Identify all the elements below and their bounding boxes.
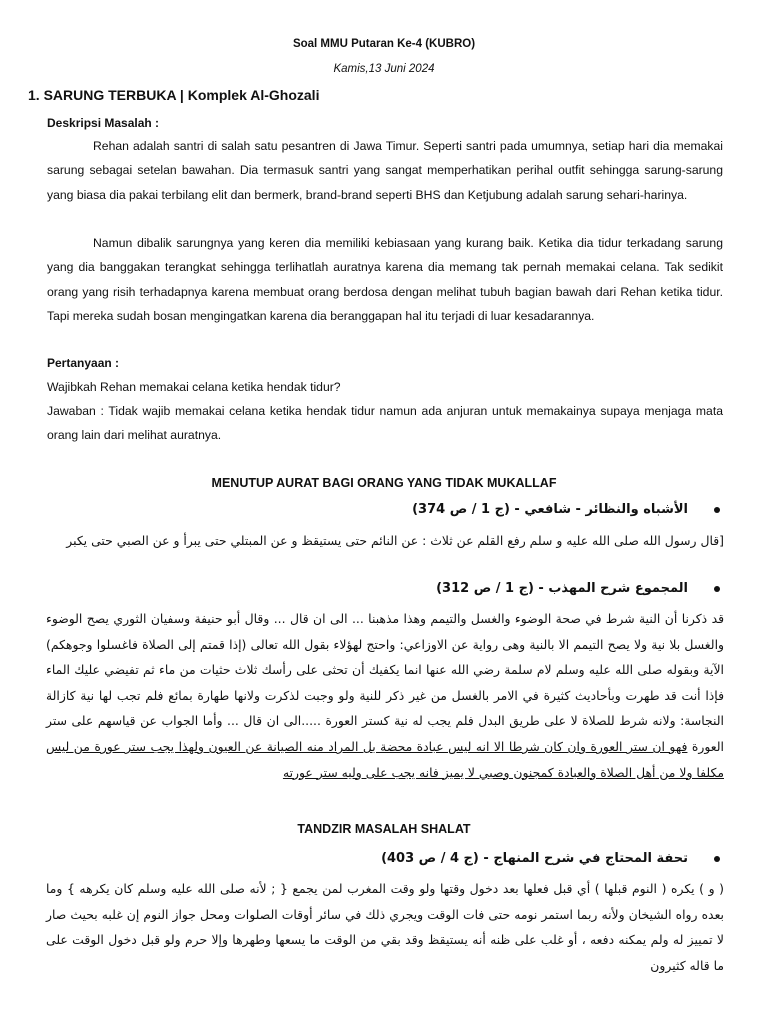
- reference-2-heading: [436, 581, 720, 596]
- bullet-icon: [714, 856, 720, 862]
- reference-2-text-plain: قد ذكرنا أن النية شرط في صحة الوضوء والغسل والتيمم وهذا مذهبنا ... الى ان قال ... وقال أبو حنيفة وسفيان الثوري يصح الوضوء والغسل بلا نية ولا يصح التيمم الا بالنية وهى رواية عن الاوزاعي: واحتج لهؤلاء بقول الله تعالى (إذا قمتم إلى الصلاة فاغسلوا وجوهكم) الآية وبقوله صلى الله عليه وسلم لام سلمة رضي الله عنها انما يكفيك أن تحثى على رأسك ثلاث حثيات من ماء ثم تفيضي عليك الماء فإذا أنت قد طهرت وبأحاديث كثيرة في الامر بالغسل من غير ذكر للنية ولو وجبت لذكرت ولانها طهارة بمائع فلم تجب لها نية كازالة النجاسة: ولانه شرط للصلاة لا على طريق البدل فلم يجب له نية كستر العورة .....الى ان قال ... وأما الجواب عن قياسهم على ستر العورة: [46, 611, 724, 754]
- bullet-icon: [714, 507, 720, 513]
- reference-2-text: [46, 606, 724, 785]
- section-heading-aurat: MENUTUP AURAT BAGI ORANG YANG TIDAK MUKALLAF: [211, 476, 557, 490]
- question-text: Wajibkah Rehan memakai celana ketika hendak tidur?: [47, 380, 341, 394]
- reference-3-title: تحفة المحتاج في شرح المنهاج - (ج 4 / ص 403): [381, 851, 688, 866]
- reference-2-text-underlined: فهو ان ستر العورة وان كان شرطا الا انه ليس عبادة محضة بل المراد منه الصيانة عن العيون ولهذا يجب ستر عورة من ليس مكلفا ولا من أهل الصلاة والعبادة كمجنون وصبي لا يميز فانه يجب على وليه ستر عورته: [46, 738, 724, 780]
- description-paragraph-1-text: Rehan adalah santri di salah satu pesantren di Jawa Timur. Seperti santri pada umumnya, setiap hari dia memakai sarung sebagai setelan bawahan. Dia termasuk santri yang sangat memperhatikan perihal outfit sehingga sarung-sarung yang biasa dia pakai terbilang elit dan bermerk, brand-brand seperti BHS dan Ketjubung adalah sarung sehari-harinya.: [47, 139, 723, 202]
- reference-3-heading: [381, 851, 720, 866]
- bullet-icon: [714, 586, 720, 592]
- reference-2-title: المجموع شرح المهذب - (ج 1 / ص 312): [436, 581, 688, 596]
- section-heading-tandzir: TANDZIR MASALAH SHALAT: [297, 822, 471, 836]
- description-label: Deskripsi Masalah :: [47, 116, 160, 130]
- reference-1-text: [قال رسول الله صلى الله عليه و سلم رفع القلم عن ثلاث : عن النائم حتى يستيقظ و عن المبتلي حتى يبرأ و عن الصبي حتى يكبر: [66, 533, 724, 548]
- description-paragraph-2-text: Namun dibalik sarungnya yang keren dia memiliki kebiasaan yang kurang baik. Ketika dia tidur terkadang sarung yang dia banggakan terangkat sehingga terlihatlah auratnya karena dia memang tak pernah memakai celana. Tak sedikit orang yang risih terhadapnya karena membuat orang berdosa dengan melihat tubuh bagian bawah dari Rehan ketika tidur. Tapi mereka sudah bosan mengingatkan karena dia beranggapan hal itu terjadi di luar kesadarannya.: [47, 236, 723, 323]
- question-heading: 1. SARUNG TERBUKA | Komplek Al-Ghozali: [28, 87, 320, 103]
- question-label: Pertanyaan :: [47, 356, 120, 370]
- document-date: Kamis,13 Juni 2024: [333, 63, 435, 75]
- document-title: Soal MMU Putaran Ke-4 (KUBRO): [292, 38, 476, 50]
- answer-text: Jawaban : Tidak wajib memakai celana ketika hendak tidur namun ada anjuran untuk memakainya supaya menjaga mata orang lain dari melihat auratnya.: [47, 404, 723, 443]
- reference-3-text: ( و ) يكره ( النوم قبلها ) أي قبل فعلها بعد دخول وقتها ولو وقت المغرب لمن يجمع { ; لأنه صلى الله عليه وسلم كان يكرهه } وما بعده رواه الشيخان ولأنه ربما استمر نومه حتى فات الوقت ويجري ذلك في سائر أوقات الصلوات ومحل جواز النوم إن غلبه بحيث صار لا تمييز له ولم يمكنه دفعه ، أو غلب على ظنه أنه يستيقظ وقد بقي من الوقت ما يسعها وطهرها وإلا حرم ولو قبل دخول الوقت على ما قاله كثيرون: [46, 881, 724, 973]
- reference-1-heading: [412, 502, 720, 517]
- description-paragraph-1: [47, 134, 723, 207]
- description-paragraph-2: [47, 231, 723, 328]
- reference-1-title: الأشباه والنظائر - شافعي - (ج 1 / ص 374): [412, 502, 688, 517]
